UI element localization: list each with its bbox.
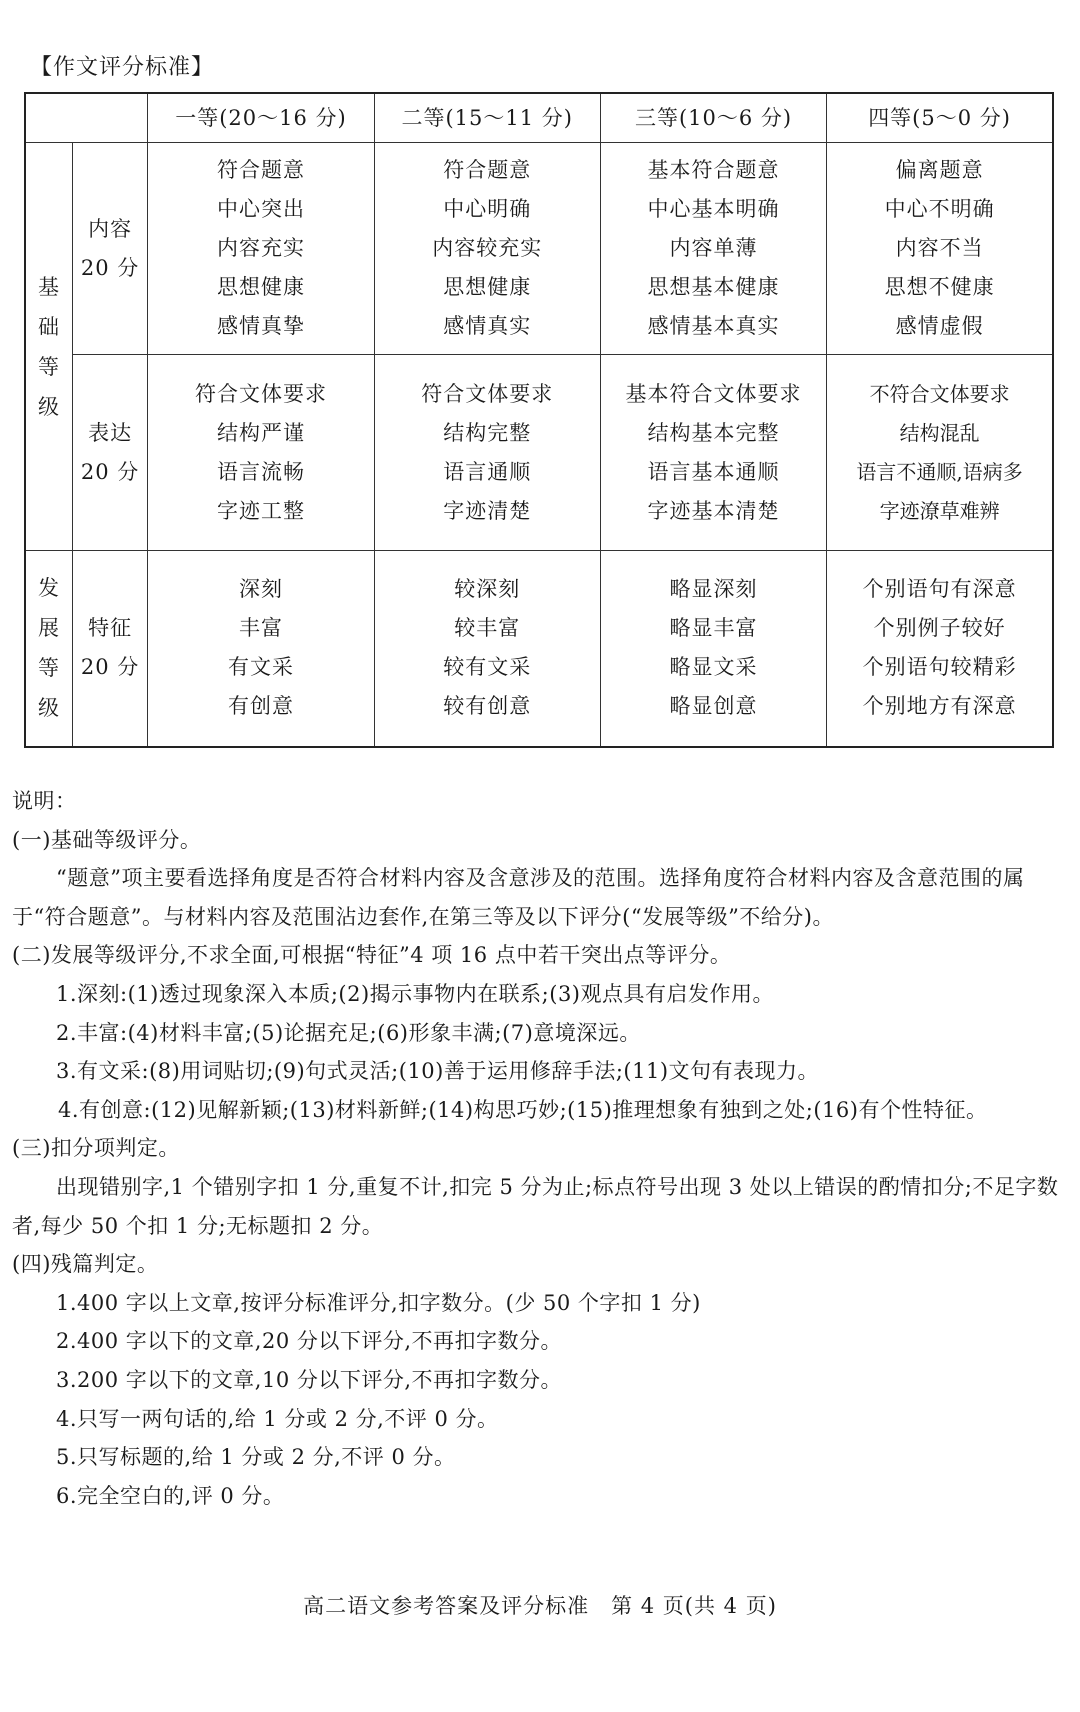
- table-cell: 偏离题意 中心不明确 内容不当 思想不健康 感情虚假: [827, 143, 1053, 355]
- list-item: 1.400 字以上文章,按评分标准评分,扣字数分。(少 50 个字扣 1 分): [56, 1290, 701, 1315]
- notes-subheading: (一)基础等级评分。: [12, 827, 202, 852]
- table-cell: 符合文体要求 结构完整 语言通顺 字迹清楚: [374, 355, 600, 551]
- page-footer: 高二语文参考答案及评分标准 第 4 页(共 4 页): [303, 1594, 777, 1618]
- table-cell: 符合题意 中心明确 内容较充实 思想健康 感情真实: [374, 143, 600, 355]
- notes-paragraph: 出现错别字,1 个错别字扣 1 分,重复不计,扣完 5 分为止;标点符号出现 3 处以上错误的酌情扣分;不足字数者,每少 50 个扣 1 分;无标题扣 2 分。: [12, 1174, 1059, 1238]
- notes-paragraph: “题意”项主要看选择角度是否符合材料内容及含意涉及的范围。选择角度符合材料内容及含意范围的属于“符合题意”。与材料内容及范围沾边套作,在第三等及以下评分(“发展等级”不给分)。: [12, 866, 1025, 929]
- scoring-rubric-table: [24, 92, 1054, 748]
- section-title: 【作文评分标准】: [30, 55, 215, 80]
- header-row: [25, 93, 1053, 143]
- notes-subheading: (四)残篇判定。: [12, 1252, 159, 1277]
- notes-section: [12, 782, 1072, 1515]
- table-row: [25, 355, 1053, 551]
- table-row: [25, 143, 1053, 355]
- list-item: 3.200 字以下的文章,10 分以下评分,不再扣字数分。: [56, 1367, 563, 1392]
- table-cell: 基本符合文体要求 结构基本完整 语言基本通顺 字迹基本清楚: [600, 355, 826, 551]
- group-label-development: 发 展 等 级: [25, 551, 72, 747]
- table-cell: 略显深刻 略显丰富 略显文采 略显创意: [600, 551, 826, 747]
- grade-header: 四等(5～0 分): [827, 93, 1053, 143]
- list-item: 6.完全空白的,评 0 分。: [56, 1483, 285, 1508]
- table-cell: 个别语句有深意 个别例子较好 个别语句较精彩 个别地方有深意: [827, 551, 1053, 747]
- table-cell: 符合题意 中心突出 内容充实 思想健康 感情真挚: [148, 143, 374, 355]
- header-corner: [25, 93, 148, 143]
- table-cell: 不符合文体要求 结构混乱 语言不通顺,语病多 字迹潦草难辨: [827, 355, 1053, 551]
- grade-header: 二等(15～11 分): [374, 93, 600, 143]
- list-item: 2.丰富:(4)材料丰富;(5)论据充足;(6)形象丰满;(7)意境深远。: [56, 1020, 641, 1045]
- list-item: 4.只写一两句话的,给 1 分或 2 分,不评 0 分。: [56, 1406, 499, 1431]
- table-cell: 较深刻 较丰富 较有文采 较有创意: [374, 551, 600, 747]
- sub-label-content: 内容 20 分: [72, 143, 147, 355]
- table-row: [25, 551, 1053, 747]
- sub-label-expression: 表达 20 分: [72, 355, 147, 551]
- table-cell: 符合文体要求 结构严谨 语言流畅 字迹工整: [148, 355, 374, 551]
- notes-heading: 说明：: [12, 789, 77, 813]
- sub-label-feature: 特征 20 分: [72, 551, 147, 747]
- table-cell: 深刻 丰富 有文采 有创意: [148, 551, 374, 747]
- list-item: 3.有文采:(8)用词贴切;(9)句式灵活;(10)善于运用修辞手法;(11)文句有表现力。: [56, 1059, 820, 1084]
- notes-subheading: (三)扣分项判定。: [12, 1136, 180, 1161]
- list-item: 4.有创意:(12)见解新颖;(13)材料新鲜;(14)构思巧妙;(15)推理想象有独到之处;(16)有个性特征。: [58, 1097, 988, 1122]
- list-item: 2.400 字以下的文章,20 分以下评分,不再扣字数分。: [56, 1329, 563, 1354]
- list-item: 5.只写标题的,给 1 分或 2 分,不评 0 分。: [56, 1445, 456, 1470]
- table-cell: 基本符合题意 中心基本明确 内容单薄 思想基本健康 感情基本真实: [600, 143, 826, 355]
- group-label-basic: 基 础 等 级: [25, 143, 72, 551]
- grade-header: 三等(10～6 分): [600, 93, 826, 143]
- grade-header: 一等(20～16 分): [148, 93, 374, 143]
- notes-subheading: (二)发展等级评分,不求全面,可根据“特征”4 项 16 点中若干突出点等评分。: [12, 943, 732, 968]
- list-item: 1.深刻:(1)透过现象深入本质;(2)揭示事物内在联系;(3)观点具有启发作用。: [56, 981, 774, 1006]
